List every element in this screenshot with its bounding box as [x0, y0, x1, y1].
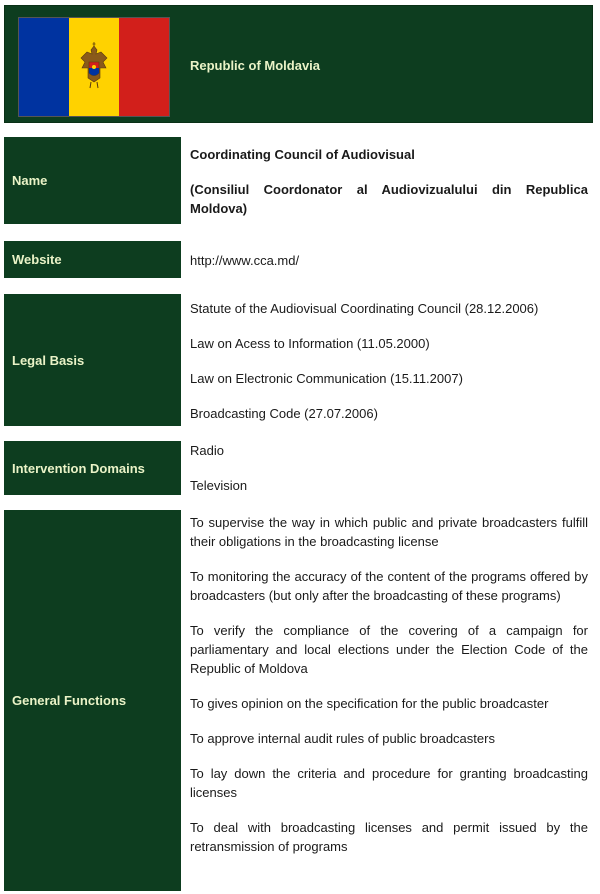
flag-stripe-yellow: [69, 18, 119, 116]
legal-basis-label-text: Legal Basis: [12, 352, 85, 368]
function-item: To gives opinion on the specification for the public broadcaster: [190, 696, 549, 711]
coat-of-arms-icon: [79, 42, 109, 92]
intervention-domains-list: [190, 441, 588, 495]
function-item: To supervise the way in which public and private broadcasters fulfill their obligations in the broadcasting license: [190, 515, 588, 549]
country-header: [4, 5, 593, 123]
name-label: [4, 137, 181, 224]
intervention-domains-label-text: Intervention Domains: [12, 460, 145, 476]
legal-basis-item: Statute of the Audiovisual Coordinating Council (28.12.2006): [190, 301, 539, 316]
general-functions-list: [190, 513, 588, 856]
function-item: To verify the compliance of the covering of a campaign for parliamentary and local elections under the Election Code of the Republic of Moldova: [190, 623, 588, 676]
function-item: To deal with broadcasting licenses and permit issued by the retransmission of programs: [190, 820, 588, 854]
website-label-text: Website: [12, 252, 62, 267]
general-functions-label-text: General Functions: [12, 693, 127, 708]
legal-basis-item: Law on Acess to Information (11.05.2000): [190, 336, 430, 351]
function-item: To monitoring the accuracy of the content of the programs offered by broadcasters (but only after the broadcasting of these programs): [190, 569, 588, 603]
name-english: Coordinating Council of Audiovisual: [190, 147, 415, 162]
flag-stripe-blue: [19, 18, 69, 116]
legal-basis-item: Broadcasting Code (27.07.2006): [190, 406, 378, 421]
moldova-flag-icon: [18, 17, 170, 117]
legal-basis-item: Law on Electronic Communication (15.11.2007): [190, 371, 463, 386]
name-label-text: Name: [12, 173, 48, 188]
website-label: [4, 241, 181, 278]
country-title: Republic of Moldavia: [190, 58, 321, 73]
flag-stripe-red: [119, 18, 169, 116]
function-item: To approve internal audit rules of public broadcasters: [190, 731, 495, 746]
legal-basis-label: [4, 294, 181, 426]
function-item: To lay down the criteria and procedure for granting broadcasting licenses: [190, 766, 588, 800]
domain-item: Television: [190, 478, 248, 493]
intervention-domains-label: [4, 441, 181, 495]
name-value: [190, 145, 588, 218]
domain-item: Radio: [190, 443, 224, 458]
website-link[interactable]: http://www.cca.md/: [190, 253, 300, 268]
general-functions-label: [4, 510, 181, 891]
name-romanian: (Consiliul Coordonator al Audiovizualului din Republica Moldova): [190, 182, 588, 216]
legal-basis-list: [190, 299, 588, 423]
